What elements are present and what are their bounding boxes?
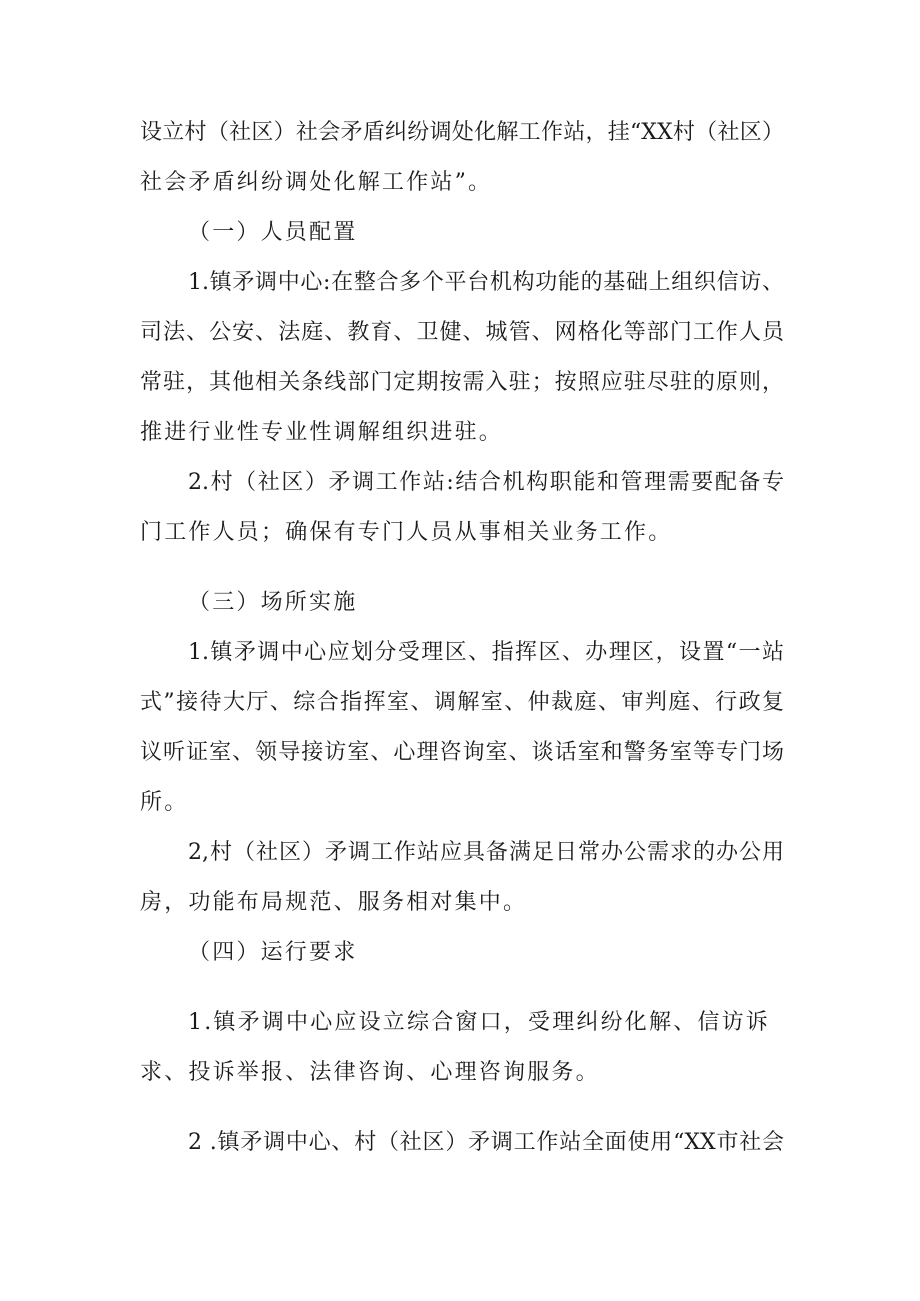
paragraph-line: 求、投诉举报、法律咨询、心理咨询服务。 <box>140 1060 600 1085</box>
paragraph-line: 2 .镇矛调中心、村（社区）矛调工作站全面使用“XX市社会 <box>188 1130 784 1155</box>
paragraph-line: 1.镇矛调中心应设立综合窗口，受理纠纷化解、信访诉 <box>188 1010 770 1035</box>
paragraph-line: 所。 <box>140 790 189 815</box>
paragraph-line: 1.镇矛调中心应划分受理区、指挥区、办理区，设置“一站 <box>188 640 784 665</box>
paragraph-line: 设立村（社区）社会矛盾纠纷调处化解工作站，挂“XX村（社区） <box>140 120 784 145</box>
paragraph-line: 常驻，其他相关条线部门定期按需入驻；按照应驻尽驻的原则， <box>140 370 784 395</box>
section-heading-operation: （四）运行要求 <box>188 940 358 965</box>
paragraph-line: 社会矛盾纠纷调处化解工作站”。 <box>140 170 493 195</box>
paragraph-line: 推进行业性专业性调解组织进驻。 <box>140 420 504 445</box>
paragraph-line: 议听证室、领导接访室、心理咨询室、谈话室和警务室等专门场 <box>140 740 784 765</box>
paragraph-line: 式”接待大厅、综合指挥室、调解室、仲裁庭、审判庭、行政复 <box>140 690 784 715</box>
section-heading-personnel: （一）人员配置 <box>188 220 358 245</box>
paragraph-line: 1.镇矛调中心:在整合多个平台机构功能的基础上组织信访、 <box>188 270 784 295</box>
paragraph-line: 房，功能布局规范、服务相对集中。 <box>140 890 528 915</box>
paragraph-line: 2,村（社区）矛调工作站应具备满足日常办公需求的办公用 <box>188 840 784 865</box>
section-heading-facilities: （三）场所实施 <box>188 590 358 615</box>
paragraph-line: 2.村（社区）矛调工作站:结合机构职能和管理需要配备专 <box>188 470 784 495</box>
paragraph-line: 司法、公安、法庭、教育、卫健、城管、网格化等部门工作人员 <box>140 320 784 345</box>
paragraph-line: 门工作人员；确保有专门人员从事相关业务工作。 <box>140 520 673 545</box>
